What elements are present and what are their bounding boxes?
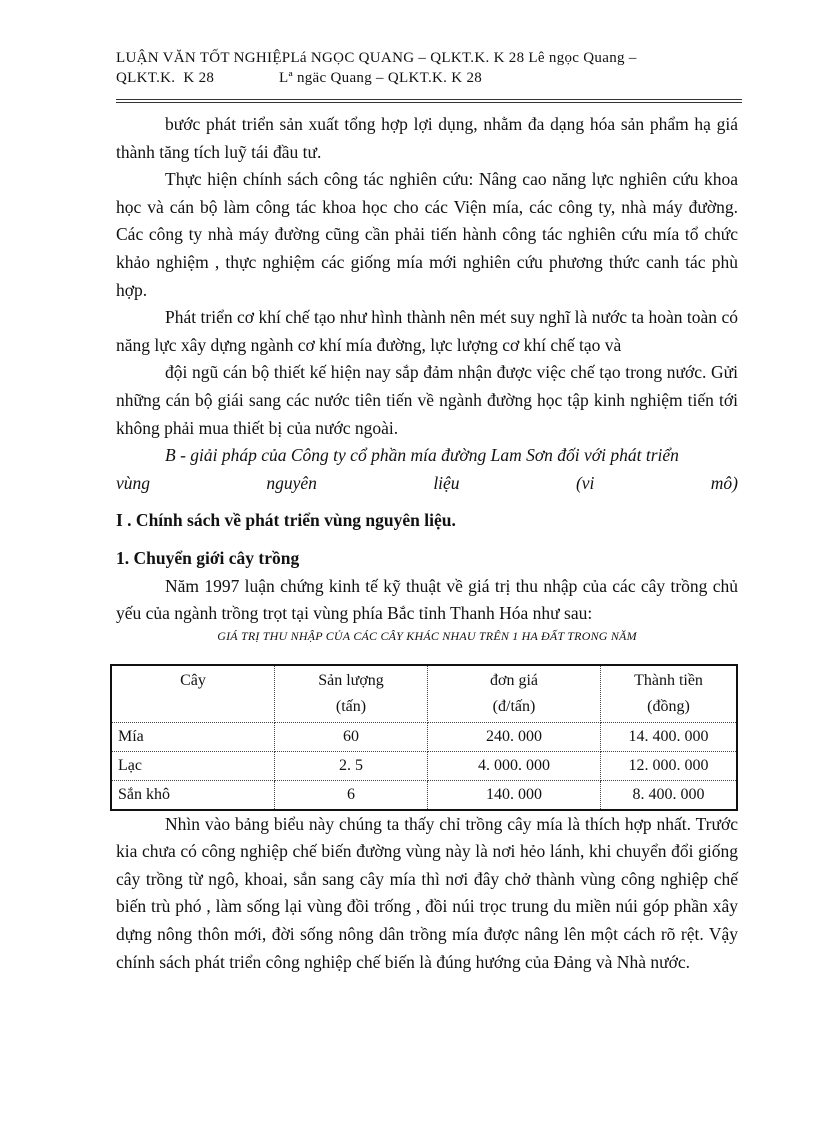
- running-header: [116, 48, 742, 88]
- table-cell: 12. 000. 000: [601, 751, 738, 780]
- table-row: [111, 722, 737, 751]
- section-b-title-line-2: vùng nguyên liệu (vi mô): [116, 472, 738, 493]
- paragraph-3a: Phát triển cơ khí chế tạo như hình thành nên mét suy nghĩ là nước ta hoàn toàn có năng lực xây dựng ngành cơ khí mía đường, lực lượng cơ khí chế tạo và: [116, 307, 738, 355]
- section-b-title-line-1: B - giải pháp của Công ty cổ phần mía đường Lam Sơn đối với phát triển: [165, 445, 679, 466]
- table-header-cell: Thành tiền (đồng): [601, 665, 738, 723]
- table-cell: 8. 400. 000: [601, 780, 738, 810]
- table-cell: 240. 000: [428, 722, 601, 751]
- table-cell: Sắn khô: [111, 780, 275, 810]
- heading-1: I . Chính sách về phát triển vùng nguyên liệu.: [116, 510, 456, 531]
- paragraph-2: Thực hiện chính sách công tác nghiên cứu: Nâng cao năng lực nghiên cứu khoa học và cán bộ làm công tác khoa học cho các Viện mía, các công ty, nhà máy đường. Các công ty nhà máy đường cũng cần phải tiến hành công tác nghiên cứu mía tổ chức khảo nghiệm , thực nghiệm các giống mía mới nghiên cứu phương thức canh tác phù hợp.: [116, 169, 738, 300]
- table-header-cell: Sản lượng (tấn): [275, 665, 428, 723]
- income-table: [110, 664, 738, 811]
- paragraph-6: Nhìn vào bảng biểu này chúng ta thấy chỉ trồng cây mía là thích hợp nhất. Trước kia chưa có công nghiệp chế biến đường vùng này là nơi hẻo lánh, khi chuyển đổi giống cây trồng từ ngô, khoai, sắn sang cây mía thì nơi đây chở thành vùng công nghiệp chế biến trù phó , làm sống lại vùng đồi trống , đồi núi trọc trung du miền núi góp phần xây dựng nông thôn mới, đời sống nông dân trồng mía được nâng lên một cách rõ rệt. Vậy chính sách phát triển công nghiệp chế biến là đúng hướng của Đảng và Nhà nước.: [116, 813, 738, 972]
- table-row: [111, 780, 737, 810]
- table-cell: 2. 5: [275, 751, 428, 780]
- header-rule-top: [116, 99, 742, 100]
- header-line-1: LUẬN VĂN TỐT NGHIỆPLá NGỌC QUANG – QLKT.K. K 28 Lê ngọc Quang –: [116, 50, 637, 66]
- table-cell: Mía: [111, 722, 275, 751]
- document-body: [116, 111, 738, 976]
- table-cell: 6: [275, 780, 428, 810]
- table-row: [111, 751, 737, 780]
- table-cell: 4. 000. 000: [428, 751, 601, 780]
- table-cell: 14. 400. 000: [601, 722, 738, 751]
- header-line-2: QLKT.K. K 28 Lª ngäc Quang – QLKT.K. K 28: [116, 70, 483, 86]
- table-header-cell: Cây: [111, 665, 275, 723]
- table-cell: 60: [275, 722, 428, 751]
- header-rule-bottom: [116, 102, 742, 103]
- table-header-cell: đơn giá (đ/tấn): [428, 665, 601, 723]
- table-cell: Lạc: [111, 751, 275, 780]
- table-caption: GIÁ TRỊ THU NHẬP CỦA CÁC CÂY KHÁC NHAU TRÊN 1 HA ĐẤT TRONG NĂM: [217, 628, 637, 643]
- heading-2: 1. Chuyển giới cây trồng: [116, 547, 300, 568]
- table-cell: 140. 000: [428, 780, 601, 810]
- table-header-row: [111, 665, 737, 723]
- paragraph-3b: đội ngũ cán bộ thiết kế hiện nay sắp đảm nhận được việc chế tạo trong nước. Gửi những cán bộ giái sang các nước tiên tiến về ngành đường học tập kinh nghiệm tiến tới không phải mua thiết bị của nước ngoài.: [116, 362, 738, 438]
- paragraph-1: bước phát triển sản xuất tổng hợp lợi dụng, nhằm đa dạng hóa sản phẩm hạ giá thành tăng tích luỹ tái đầu tư.: [116, 114, 738, 162]
- paragraph-5: Năm 1997 luận chứng kinh tế kỹ thuật về giá trị thu nhập của các cây trồng chủ yếu của ngành trồng trọt tại vùng phía Bắc tỉnh Thanh Hóa như sau:: [116, 575, 738, 624]
